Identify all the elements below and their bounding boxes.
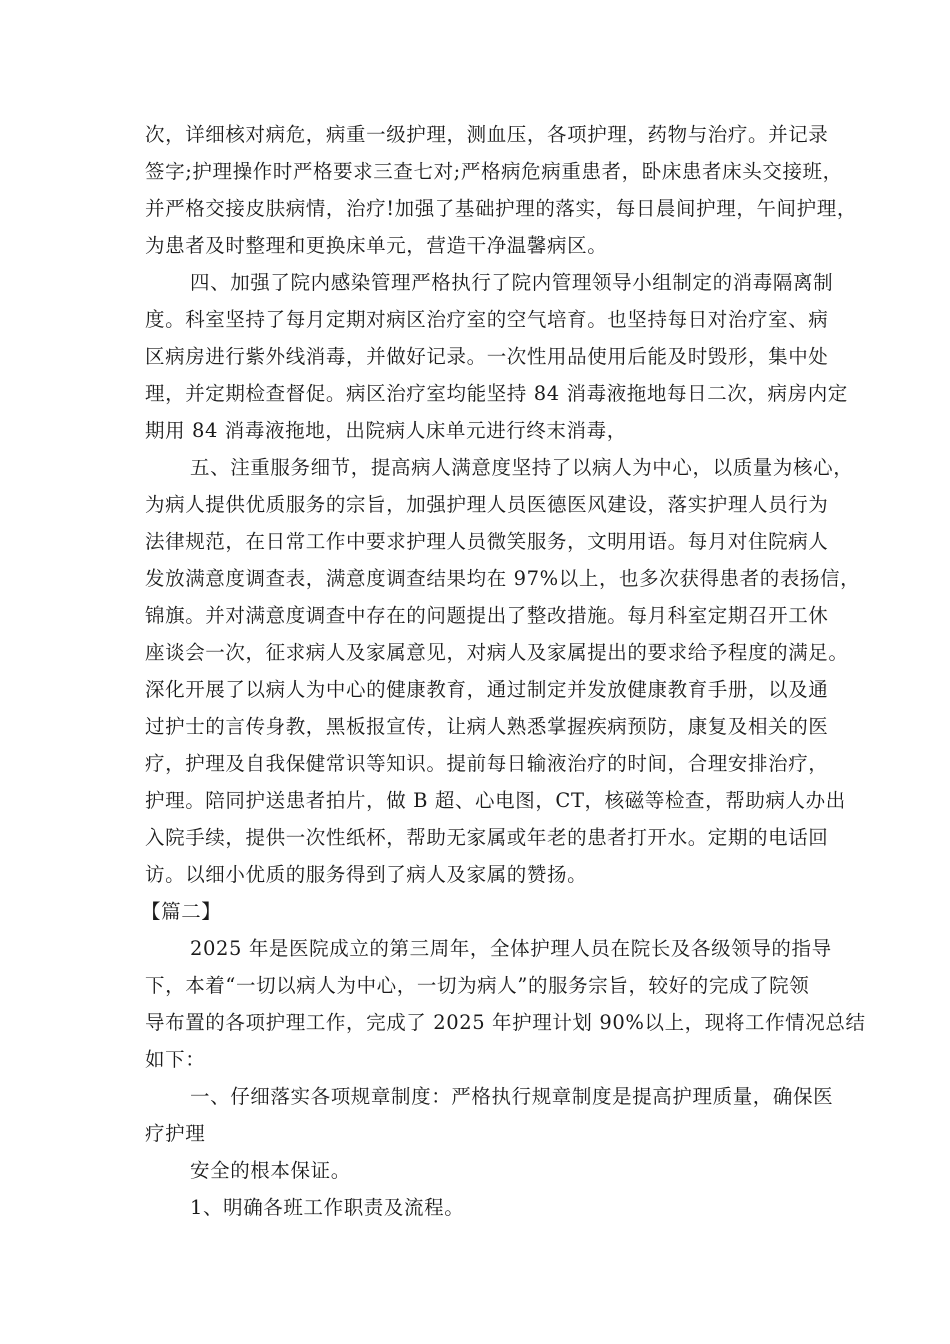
paragraph-line: 护理。陪同护送患者拍片，做 B 超、心电图，CT，核磁等检查，帮助病人办出 [145,789,846,812]
list-item: 1、明确各班工作职责及流程。 [190,1196,465,1219]
section-heading: 【篇二】 [141,900,222,923]
paragraph-line: 法律规范，在日常工作中要求护理人员微笑服务，文明用语。每月对住院病人 [145,530,829,553]
paragraph-line: 过护士的言传身教，黑板报宣传，让病人熟悉掌握疾病预防，康复及相关的医 [145,715,829,738]
paragraph-line: 疗，护理及自我保健常识等知识。提前每日输液治疗的时间，合理安排治疗， [145,752,829,775]
paragraph-line: 下，本着“一切以病人为中心，一切为病人”的服务宗旨，较好的完成了院领 [145,974,810,997]
paragraph-line: 安全的根本保证。 [190,1159,351,1182]
paragraph-line: 2025 年是医院成立的第三周年，全体护理人员在院长及各级领导的指导 [190,937,832,960]
paragraph-line: 签字;护理操作时严格要求三查七对;严格病危病重患者，卧床患者床头交接班， [145,160,843,183]
paragraph-line: 五、注重服务细节，提高病人满意度坚持了以病人为中心，以质量为核心， [190,456,854,479]
paragraph-line: 四、加强了院内感染管理严格执行了院内管理领导小组制定的消毒隔离制 [190,271,834,294]
paragraph-line: 为病人提供优质服务的宗旨，加强护理人员医德医风建设，落实护理人员行为 [145,493,829,516]
paragraph-line: 入院手续，提供一次性纸杯，帮助无家属或年老的患者打开水。定期的电话回 [145,826,829,849]
paragraph-line: 如下： [145,1048,206,1071]
paragraph-line: 发放满意度调查表，满意度调查结果均在 97%以上，也多次获得患者的表扬信， [145,567,861,590]
paragraph-line: 次，详细核对病危，病重一级护理，测血压，各项护理，药物与治疗。并记录 [145,123,829,146]
paragraph-line: 区病房进行紫外线消毒，并做好记录。一次性用品使用后能及时毁形，集中处 [145,345,829,368]
paragraph-line: 度。科室坚持了每月定期对病区治疗室的空气培育。也坚持每日对治疗室、病 [145,308,829,331]
paragraph-line: 并严格交接皮肤病情，治疗!加强了基础护理的落实，每日晨间护理，午间护理， [145,197,857,220]
paragraph-line: 为患者及时整理和更换床单元，营造干净温馨病区。 [145,234,608,257]
paragraph-line: 座谈会一次，征求病人及家属意见，对病人及家属提出的要求给予程度的满足。 [145,641,849,664]
paragraph-line: 导布置的各项护理工作，完成了 2025 年护理计划 90%以上，现将工作情况总结 [145,1011,866,1034]
paragraph-line: 疗护理 [145,1122,206,1145]
paragraph-line: 深化开展了以病人为中心的健康教育，通过制定并发放健康教育手册，以及通 [145,678,829,701]
paragraph-line: 理，并定期检查督促。病区治疗室均能坚持 84 消毒液拖地每日二次，病房内定 [145,382,848,405]
paragraph-line: 锦旗。并对满意度调查中存在的问题提出了整改措施。每月科室定期召开工休 [145,604,829,627]
paragraph-line: 期用 84 消毒液拖地，出院病人床单元进行终末消毒， [145,419,627,442]
paragraph-line: 访。以细小优质的服务得到了病人及家属的赞扬。 [145,863,588,886]
paragraph-line: 一、仔细落实各项规章制度：严格执行规章制度是提高护理质量，确保医 [190,1085,834,1108]
